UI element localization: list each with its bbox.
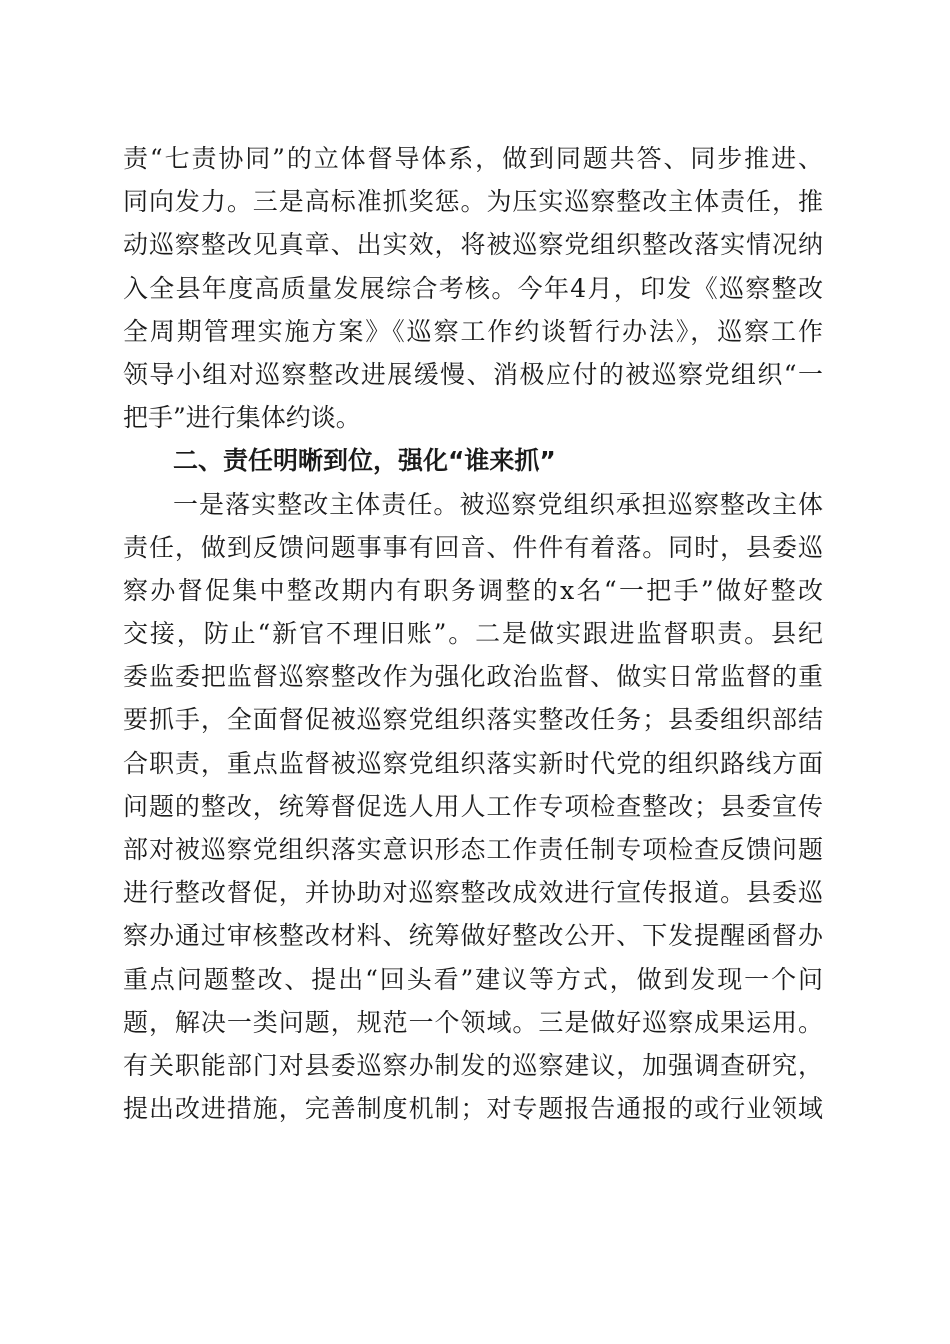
text-line: 重点问题整改、提出“回头看”建议等方式，做到发现一个问 — [123, 964, 823, 994]
text-line: 动巡察整改见真章、出实效，将被巡察党组织整改落实情况纳 — [123, 230, 823, 260]
section-heading: 二、责任明晰到位，强化“谁来抓” — [173, 446, 556, 476]
document-body — [123, 137, 823, 1130]
text-line: 察办通过审核整改材料、统筹做好整改公开、下发提醒函督办 — [123, 921, 823, 951]
text-line: 提出改进措施，完善制度机制；对专题报告通报的或行业领域 — [123, 1094, 823, 1124]
text-line: 部对被巡察党组织落实意识形态工作责任制专项检查反馈问题 — [123, 835, 823, 864]
text-line: 问题的整改，统筹督促选人用人工作专项检查整改；县委宣传 — [123, 791, 823, 821]
text-line: 把手”进行集体约谈。 — [123, 403, 361, 433]
text-line: 一是落实整改主体责任。被巡察党组织承担巡察整改主体 — [173, 489, 823, 519]
text-line: 责任，做到反馈问题事事有回音、件件有着落。同时，县委巡 — [123, 532, 823, 562]
text-line: 有关职能部门对县委巡察办制发的巡察建议，加强调查研究， — [123, 1050, 823, 1080]
text-line: 责“七责协同”的立体督导体系，做到同题共答、同步推进、 — [123, 144, 823, 173]
text-line: 合职责，重点监督被巡察党组织落实新时代党的组织路线方面 — [123, 748, 823, 778]
text-line: 题，解决一类问题，规范一个领域。三是做好巡察成果运用。 — [123, 1007, 823, 1037]
text-line: 要抓手，全面督促被巡察党组织落实整改任务；县委组织部结 — [123, 705, 823, 735]
text-line: 进行整改督促，并协助对巡察整改成效进行宣传报道。县委巡 — [123, 878, 823, 908]
text-line: 全周期管理实施方案》《巡察工作约谈暂行办法》，巡察工作 — [123, 316, 823, 346]
text-line: 交接，防止“新官不理旧账”。二是做实跟进监督职责。县纪 — [123, 619, 823, 649]
text-line: 入全县年度高质量发展综合考核。今年4月，印发《巡察整改 — [123, 273, 823, 303]
text-line: 领导小组对巡察整改进展缓慢、消极应付的被巡察党组织“一 — [123, 359, 823, 389]
text-line: 委监委把监督巡察整改作为强化政治监督、做实日常监督的重 — [123, 662, 823, 692]
text-line: 察办督促集中整改期内有职务调整的x名“一把手”做好整改 — [123, 575, 823, 605]
text-line: 同向发力。三是高标准抓奖惩。为压实巡察整改主体责任，推 — [123, 187, 823, 217]
